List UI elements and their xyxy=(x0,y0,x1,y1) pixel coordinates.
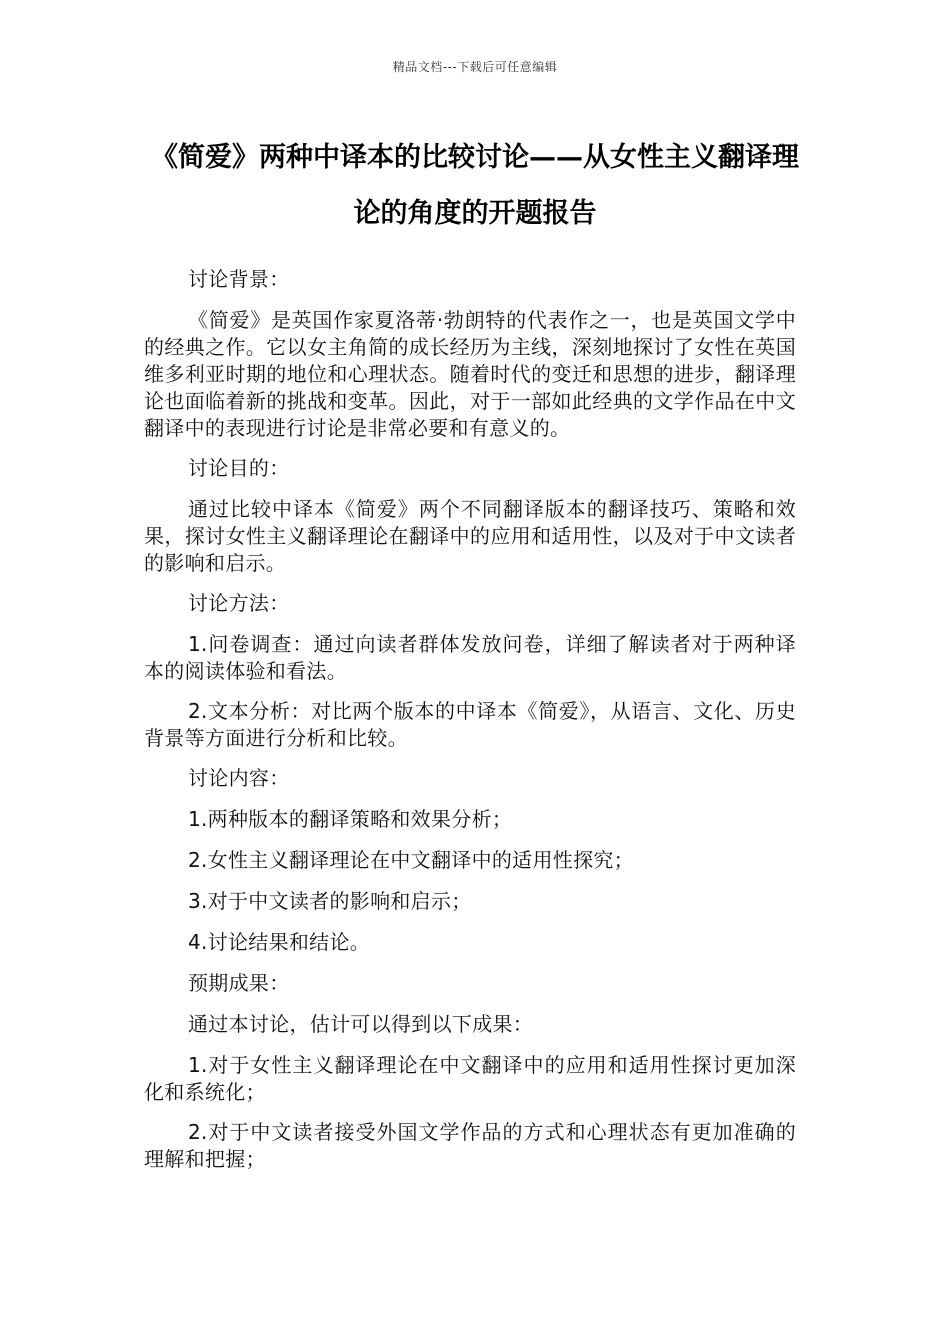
header-note: 精品文档---下载后可任意编辑 xyxy=(392,60,558,74)
section-heading-method: 讨论方法： xyxy=(188,591,290,615)
results-item: 1.对于女性主义翻译理论在中文翻译中的应用和适用性探讨更加深化和系统化； xyxy=(144,1053,796,1104)
method-item: 2.文本分析：对比两个版本的中译本《简爱》，从语言、文化、历史背景等方面进行分析和比较。 xyxy=(144,699,796,750)
background-paragraph: 《简爱》是英国作家夏洛蒂·勃朗特的代表作之一，也是英国文学中的经典之作。它以女主角简的成长经历为主线，深刻地探讨了女性在英国维多利亚时期的地位和心理状态。随着时代的变迁和思想的进步，翻译理论也面临着新的挑战和变革。因此，对于一部如此经典的文学作品在中文翻译中的表现进行讨论是非常必要和有意义的。 xyxy=(144,308,796,440)
purpose-paragraph: 通过比较中译本《简爱》两个不同翻译版本的翻译技巧、策略和效果，探讨女性主义翻译理论在翻译中的应用和适用性，以及对于中文读者的影响和启示。 xyxy=(144,497,796,575)
section-heading-background: 讨论背景： xyxy=(188,267,290,291)
document-body xyxy=(144,266,796,1186)
results-item: 2.对于中文读者接受外国文学作品的方式和心理状态有更加准确的理解和把握； xyxy=(144,1120,796,1171)
section-heading-purpose: 讨论目的： xyxy=(188,456,290,480)
content-item: 2.女性主义翻译理论在中文翻译中的适用性探究； xyxy=(188,848,634,872)
content-item: 1.两种版本的翻译策略和效果分析； xyxy=(188,807,513,831)
section-heading-results: 预期成果： xyxy=(188,971,290,995)
method-item: 1.问卷调查：通过向读者群体发放问卷，详细了解读者对于两种译本的阅读体验和看法。 xyxy=(144,632,796,683)
section-heading-content: 讨论内容： xyxy=(188,766,290,790)
content-item: 3.对于中文读者的影响和启示； xyxy=(188,889,472,913)
results-intro: 通过本讨论，估计可以得到以下成果： xyxy=(188,1012,534,1036)
document-title: 《简爱》两种中译本的比较讨论——从女性主义翻译理论的角度的开题报告 xyxy=(151,142,799,229)
content-item: 4.讨论结果和结论。 xyxy=(188,930,371,954)
